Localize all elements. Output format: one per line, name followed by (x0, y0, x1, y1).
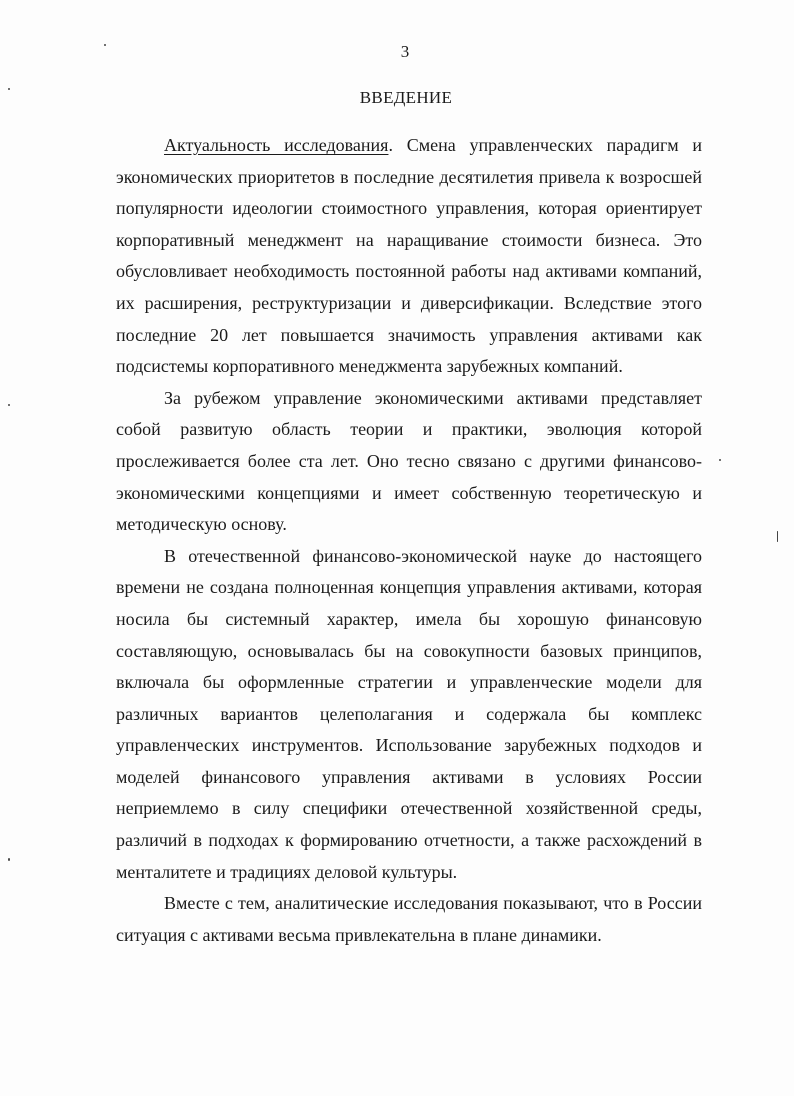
scan-speck (719, 459, 721, 461)
scan-speck (8, 404, 10, 406)
scan-speck (777, 531, 778, 542)
section-heading: ВВЕДЕНИЕ (359, 88, 453, 107)
relevance-lead-phrase: Актуальность исследования (164, 135, 389, 155)
body-text (116, 130, 702, 951)
paragraph-relevance (116, 130, 702, 383)
scan-speck (8, 858, 10, 861)
scan-speck (8, 88, 10, 90)
page-number: 3 (400, 42, 410, 61)
scan-speck (104, 44, 106, 46)
paragraph-abroad: За рубежом управление экономическими активами представляет собой развитую область теории и практики, эволюция которой прослеживается более ста лет. Оно тесно связано с другими финансово-экономическими концепциями и имеет собственную теоретическую и методическую основу. (116, 387, 702, 535)
paragraph-russia-dynamics: Вместе с тем, аналитические исследования показывают, что в России ситуация с активами весьма привлекательна в плане динамики. (116, 893, 702, 945)
relevance-paragraph-text: . Смена управленческих парадигм и экономических приоритетов в последние десятилетия привела к возросшей популярности идеологии стоимостного управления, которая ориентирует корпоративный менеджмент на наращивание стоимости бизнеса. Это обусловливает необходимость постоянной работы над активами компаний, их расширения, реструктуризации и диверсификации. Вследствие этого последние 20 лет повышается значимость управления активами как подсистемы корпоративного менеджмента зарубежных компаний. (116, 135, 702, 377)
paragraph-domestic-science: В отечественной финансово-экономической науке до настоящего времени не создана полноценная концепция управления активами, которая носила бы системный характер, имела бы хорошую финансовую составляющую, основывалась бы на совокупности базовых принципов, включала бы оформленные стратегии и управленческие модели для различных вариантов целеполагания и содержала бы комплекс управленческих инструментов. Использование зарубежных подходов и моделей финансового управления активами в условиях России неприемлемо в силу специфики отечественной хозяйственной среды, различий в подходах к формированию отчетности, а также расхождений в менталитете и традициях деловой культуры. (116, 545, 702, 882)
